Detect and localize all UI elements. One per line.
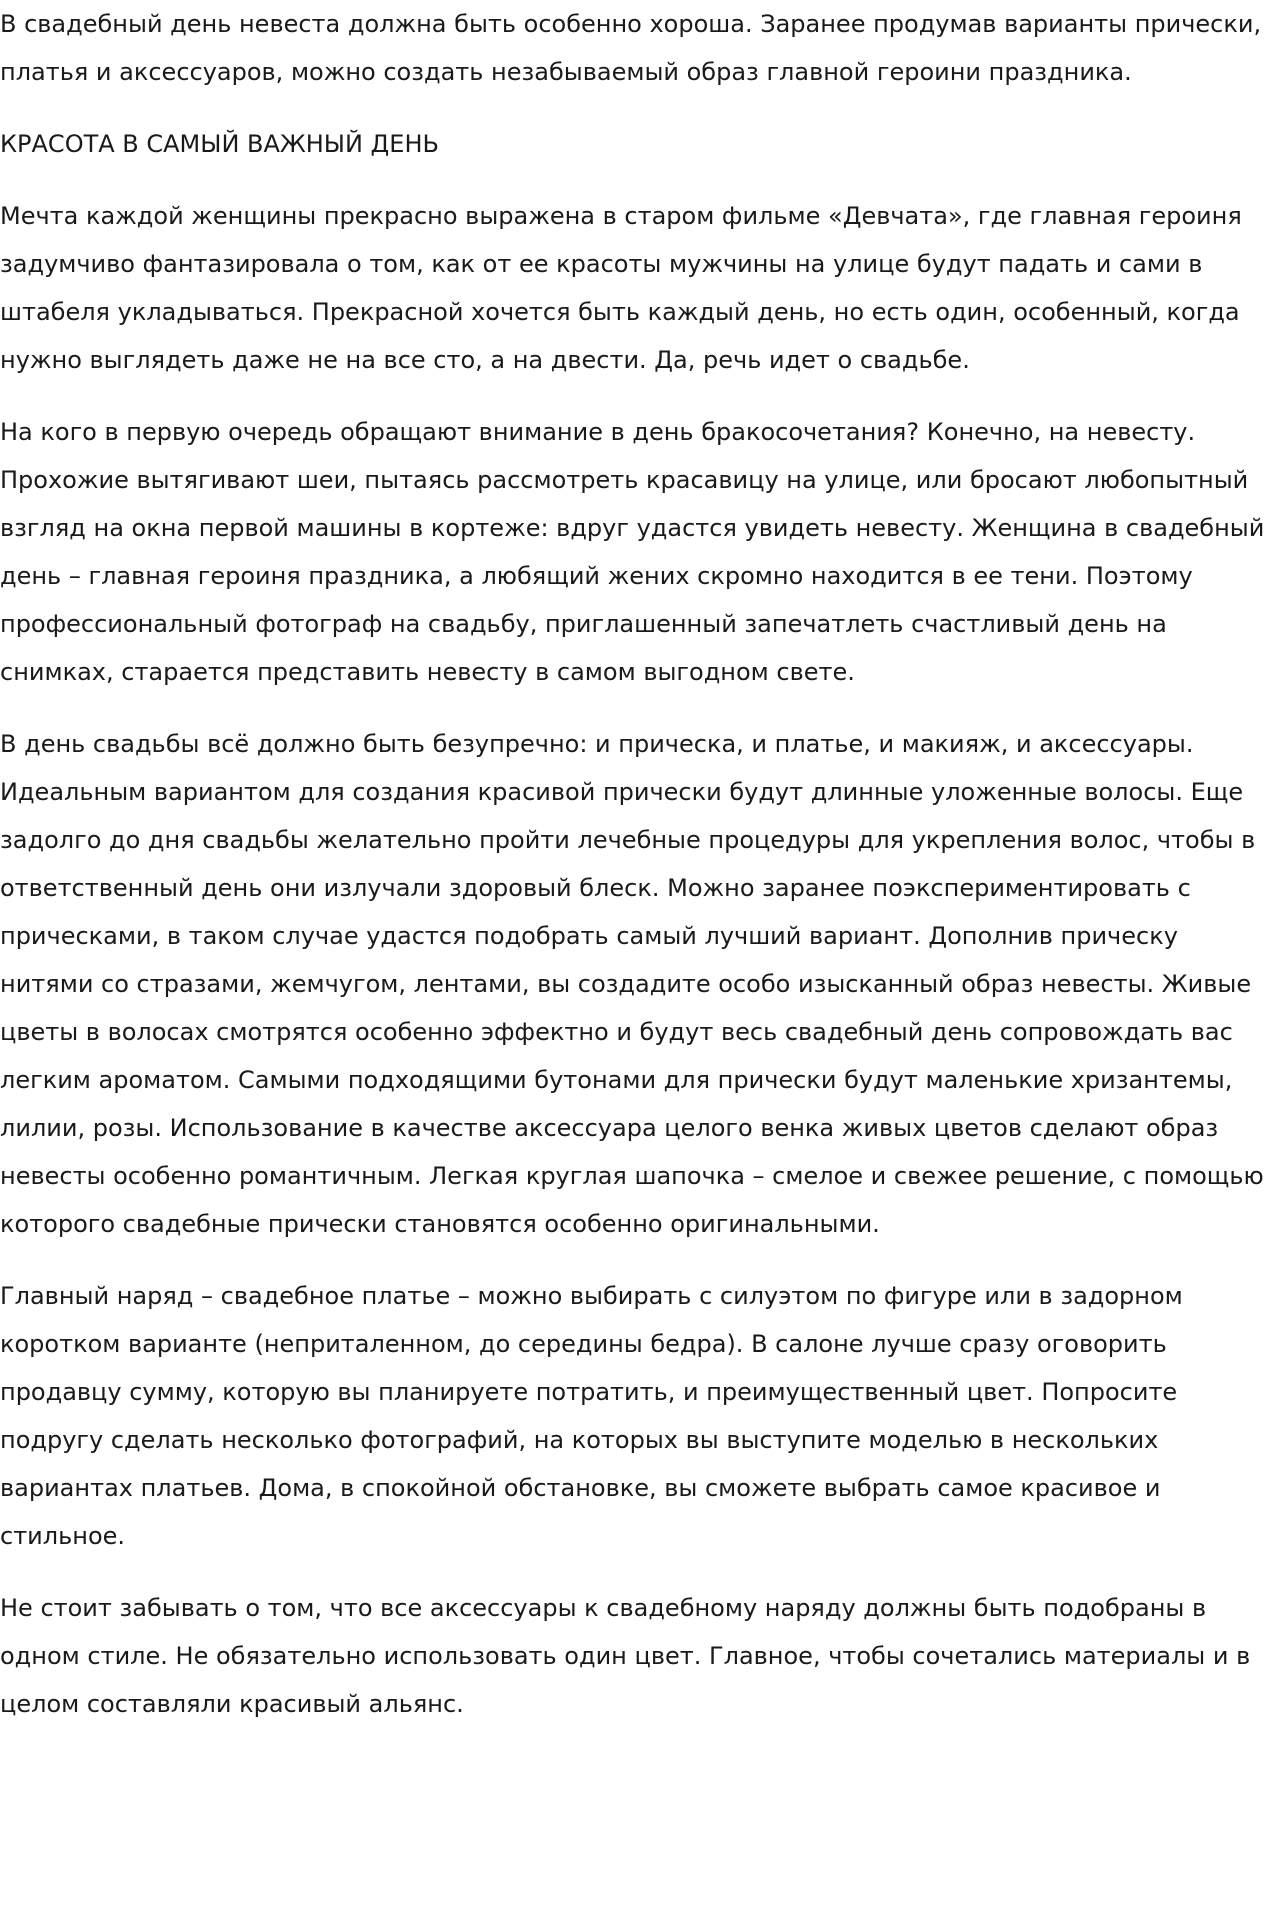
paragraph-hairstyle: В день свадьбы всё должно быть безупречно: и прическа, и платье, и макияж, и аксессуары. Идеальным вариантом для создания красивой прически будут длинные уложенные волосы. Еще задолго до дня свадьбы желательно пройти лечебные процедуры для укрепления волос, чтобы в ответственный день они излучали здоровый блеск. Можно заранее поэкспериментировать с прическами, в таком случае удастся подобрать самый лучший вариант. Дополнив прическу нитями со стразами, жемчугом, лентами, вы создадите особо изысканный образ невесты. Живые цветы в волосах смотрятся особенно эффектно и будут весь свадебный день сопровождать вас легким ароматом. Самыми подходящими бутонами для прически будут маленькие хризантемы, лилии, розы. Использование в качестве аксессуара целого венка живых цветов сделают образ невесты особенно романтичным. Легкая круглая шапочка – смелое и свежее решение, с помощью которого свадебные прически становятся особенно оригинальными.	[0, 730, 1264, 1238]
section-heading: КРАСОТА В САМЫЙ ВАЖНЫЙ ДЕНЬ	[0, 130, 439, 158]
paragraph-dream: Мечта каждой женщины прекрасно выражена в старом фильме «Девчата», где главная героиня задумчиво фантазировала о том, как от ее красоты мужчины на улице будут падать и сами в штабеля укладываться. Прекрасной хочется быть каждый день, но есть один, особенный, когда нужно выглядеть даже не на все сто, а на двести. Да, речь идет о свадьбе.	[0, 202, 1242, 374]
intro-paragraph: В свадебный день невеста должна быть особенно хороша. Заранее продумав варианты прически, платья и аксессуаров, можно создать незабываемый образ главной героини праздника.	[0, 10, 1262, 86]
paragraph-bride-attention: На кого в первую очередь обращают внимание в день бракосочетания? Конечно, на невесту. Прохожие вытягивают шеи, пытаясь рассмотреть красавицу на улице, или бросают любопытный взгляд на окна первой машины в кортеже: вдруг удастся увидеть невесту. Женщина в свадебный день – главная героиня праздника, а любящий жених скромно находится в ее тени. Поэтому профессиональный фотограф на свадьбу, приглашенный запечатлеть счастливый день на снимках, старается представить невесту в самом выгодном свете.	[0, 418, 1265, 686]
paragraph-dress: Главный наряд – свадебное платье – можно выбирать с силуэтом по фигуре или в задорном коротком варианте (неприталенном, до середины бедра). В салоне лучше сразу оговорить продавцу сумму, которую вы планируете потратить, и преимущественный цвет. Попросите подругу сделать несколько фотографий, на которых вы выступите моделью в нескольких вариантах платьев. Дома, в спокойной обстановке, вы сможете выбрать самое красивое и стильное.	[0, 1282, 1183, 1550]
paragraph-accessories: Не стоит забывать о том, что все аксессуары к свадебному наряду должны быть подобраны в одном стиле. Не обязательно использовать один цвет. Главное, чтобы сочетались материалы и в целом составляли красивый альянс.	[0, 1594, 1251, 1718]
